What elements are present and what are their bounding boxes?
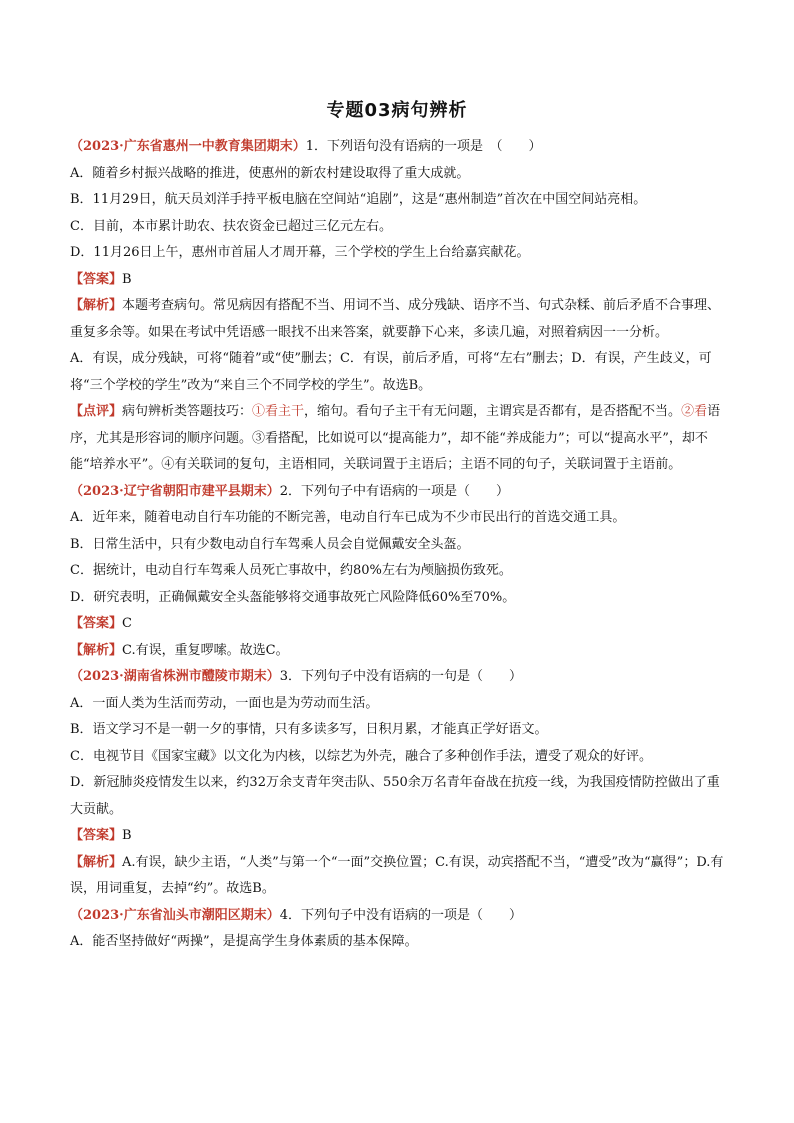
page-title: 专题03病句辨析 bbox=[326, 100, 468, 121]
option-b: B．语文学习不是一朝一夕的事情，只有多读多写，日积月累，才能真正学好语文。 bbox=[70, 722, 548, 737]
option-a: A．一面人类为生活而劳动，一面也是为劳动而生活。 bbox=[70, 695, 379, 711]
option-a: A．近年来，随着电动自行车功能的不断完善，电动自行车已成为不少市民出行的首选交通工具。 bbox=[70, 510, 626, 525]
option-d: D．新冠肺炎疫情发生以来，约32万余支青年突击队、550余万名青年奋战在抗疫一线，为我国疫情防控做出了重大贡献。 bbox=[70, 775, 720, 817]
option-b: B．11月29日，航天员刘洋手持平板电脑在空间站“追剧”，这是“惠州制造”首次在中国空间站亮相。 bbox=[70, 192, 647, 207]
option-a: A．随着乡村振兴战略的推进，使惠州的新农村建设取得了重大成就。 bbox=[70, 165, 470, 181]
question-source: （2023·广东省汕头市潮阳区期末） bbox=[70, 907, 280, 923]
question-3-stem: （2023·湖南省株洲市醴陵市期末）3．下列句子中没有语病的一句是（ ） bbox=[70, 669, 522, 684]
option-b: B．日常生活中，只有少数电动自行车驾乘人员会自觉佩戴安全头盔。 bbox=[70, 536, 470, 552]
document-body bbox=[70, 134, 724, 956]
option-c: C．电视节目《国家宝藏》以文化为内核，以综艺为外壳，融合了多种创作手法，遭受了观众的好评。 bbox=[70, 748, 652, 764]
option-d: D．11月26日上午，惠州市首届人才周开幕，三个学校的学生上台给嘉宾献花。 bbox=[70, 245, 530, 260]
answer: 【答案】B bbox=[70, 271, 132, 287]
question-source: （2023·广东省惠州一中教育集团期末） bbox=[70, 139, 306, 154]
comment: 【点评】病句辨析类答题技巧：①看主干，缩句。看句子主干有无问题，主谓宾是否都有，是否搭配不当。②看语序，尤其是形容词的顺序问题。③看搭配，比如说可以“提高能力”，却不能“养成能力”；可以“提高水平”，却不能“培养水平”。④有关联词的复句，主语相同，关联词置于主语后；主语不同的句子，关联词置于主语前。 bbox=[70, 404, 721, 472]
analysis-detail: A．有误，成分残缺，可将“随着”或“使”删去；C．有误，前后矛盾，可将“左右”删去；D．有误，产生歧义，可将“三个学校的学生”改为“来自三个不同学校的学生”。故选B。 bbox=[70, 351, 712, 393]
question-source: （2023·辽宁省朝阳市建平县期末） bbox=[70, 483, 280, 499]
option-d: D．研究表明，正确佩戴安全头盔能够将交通事故死亡风险降低60%至70%。 bbox=[70, 589, 516, 605]
question-2-stem: （2023·辽宁省朝阳市建平县期末）2．下列句子中有语病的一项是（ ） bbox=[70, 483, 509, 499]
analysis: 【解析】C.有误，重复啰嗦。故选C。 bbox=[70, 642, 289, 658]
question-4-stem: （2023·广东省汕头市潮阳区期末）4．下列句子中没有语病的一项是（ ） bbox=[70, 907, 522, 923]
question-1-stem: （2023·广东省惠州一中教育集团期末）1．下列语句没有语病的一项是 （ ） bbox=[70, 139, 542, 154]
option-c: C．目前，本市累计助农、扶农资金已超过三亿元左右。 bbox=[70, 218, 392, 234]
analysis: 【解析】A.有误，缺少主语，“人类”与第一个“一面”交换位置；C.有误，动宾搭配不当，“遭受”改为“赢得”；D.有误，用词重复，去掉“约”。故选B。 bbox=[70, 854, 724, 896]
option-a: A．能否坚持做好“两操”，是提高学生身体素质的基本保障。 bbox=[70, 934, 418, 949]
question-source: （2023·湖南省株洲市醴陵市期末） bbox=[70, 669, 280, 684]
option-c: C．据统计，电动自行车驾乘人员死亡事故中，约80%左右为颅脑损伤致死。 bbox=[70, 563, 512, 578]
answer: 【答案】B bbox=[70, 828, 132, 843]
analysis: 【解析】本题考查病句。常见病因有搭配不当、用词不当、成分残缺、语序不当、句式杂糅、前后矛盾不合事理、重复多余等。如果在考试中凭语感一眼找不出来答案，就要静下心来，多读几遍，对照着病因一一分析。 bbox=[70, 298, 721, 340]
answer: 【答案】C bbox=[70, 616, 132, 631]
